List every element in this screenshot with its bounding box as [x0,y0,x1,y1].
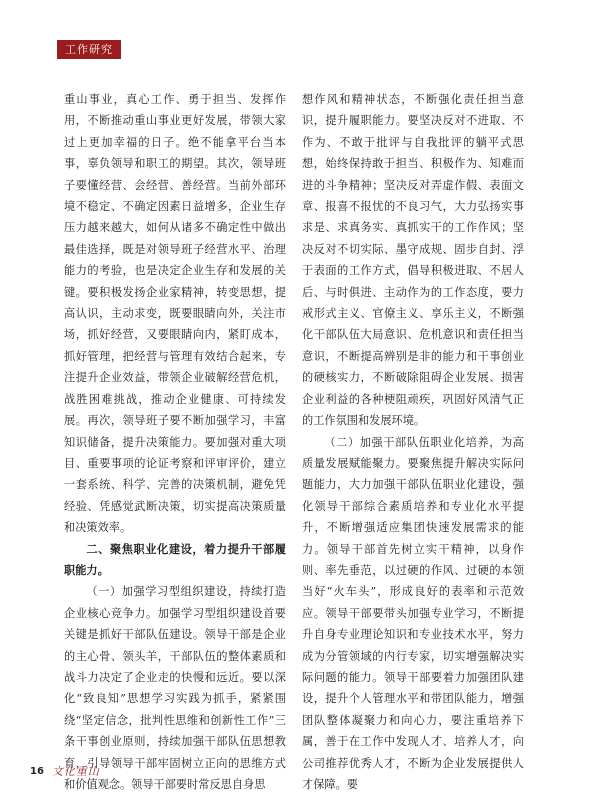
right-column [302,89,524,795]
left-column [64,89,286,795]
section-tag: 工作研究 [57,40,121,59]
right-paragraph-2: （二）加强干部队伍职业化培养，为高质量发展赋能聚力。要聚焦提升解决实际问题能力，大力加强干部队伍职业化建设，强化领导干部综合素质培养和专业化水平提升，不断增强适应集团快速发展需求的能力。领导干部首先树立实干精神，以身作则、率先垂范，以过硬的作风、过硬的本领当好“火车头”，形成良好的表率和示范效应。领导干部要带头加强专业学习，不断提升自身专业理论知识和专业技术水平，努力成为分管领域的内行专家，切实增强解决实际问题的能力。领导干部要着力加强团队建设，提升个人管理水平和带团队能力，增强团队整体凝聚力和向心力，要注重培养下属，善于在工作中发现人才、培养人才，向公司推荐优秀人才，不断为企业发展提供人才保障。要 [302,435,524,791]
left-paragraph-2: （一）加强学习型组织建设，持续打造企业核心竞争力。加强学习型组织建设首要关键是抓好干部队伍建设。领导干部是企业的主心骨、领头羊，干部队伍的整体素质和战斗力决定了企业走的快慢和远近。要以深化“致良知”思想学习实践为抓手，紧紧围绕“坚定信念，批判性思维和创新性工作”三条干事创业原则，持续加强干部队伍思想教育，引导领导干部牢固树立正向的思维方式和价值观念。领导干部要时常反思自身思 [64,585,286,791]
page-footer [30,762,100,780]
page-number: 16 [30,765,44,777]
section-heading-2: 二、聚焦职业化建设，着力提升干部履职能力。 [64,541,286,577]
magazine-logo: 文化重山 [51,765,100,778]
left-paragraph-continued: 重山事业，真心工作、勇于担当、发挥作用，不断推动重山事业更好发展，带领大家过上更加幸福的日子。绝不能拿平台当本事，辜负领导和职工的期望。其次，领导班子要懂经营、会经营、善经营。当前外部环境不稳定、不确定因素日益增多，企业生存压力越来越大，如何从诸多不确定性中做出最佳选择，既是对领导班子经营水平、治理能力的考验，也是决定企业生存和发展的关键。要积极发扬企业家精神，转变思想，提高认识，主动求变，既要眼睛向外，关注市场，抓好经营，又要眼睛向内，紧盯成本，抓好管理，把经营与管理有效结合起来，专注提升企业效益，带领企业破解经营危机，战胜困难挑战，推动企业健康、可持续发展。再次，领导班子要不断加强学习，丰富知识储备，提升决策能力。要加强对重大项目、重要事项的论证考察和评审评价，建立一套系统、科学、完善的决策机制，避免凭经验、凭感觉武断决策，切实提高决策质量和决策效率。 [64,93,286,535]
right-paragraph-continued: 想作风和精神状态，不断强化责任担当意识，提升履职能力。要坚决反对不进取、不作为、不敢于批评与自我批评的躺平式思想，始终保持敢于担当、积极作为、知难而进的斗争精神；坚决反对弄虚作假、表面文章、报喜不报忧的不良习气，大力弘扬实事求是、求真务实、真抓实干的工作作风；坚决反对不切实际、墨守成规、固步自封、浮于表面的工作方式，倡导积极进取、不居人后、与时俱进、主动作为的工作态度，要力戒形式主义、官僚主义、享乐主义，不断强化干部队伍大局意识、危机意识和责任担当意识，不断提高辨别是非的能力和干事创业的硬核实力，不断破除阻碍企业发展、损害企业利益的各种梗阻顽疾，巩固好风清气正的工作氛围和发展环境。 [302,93,524,428]
